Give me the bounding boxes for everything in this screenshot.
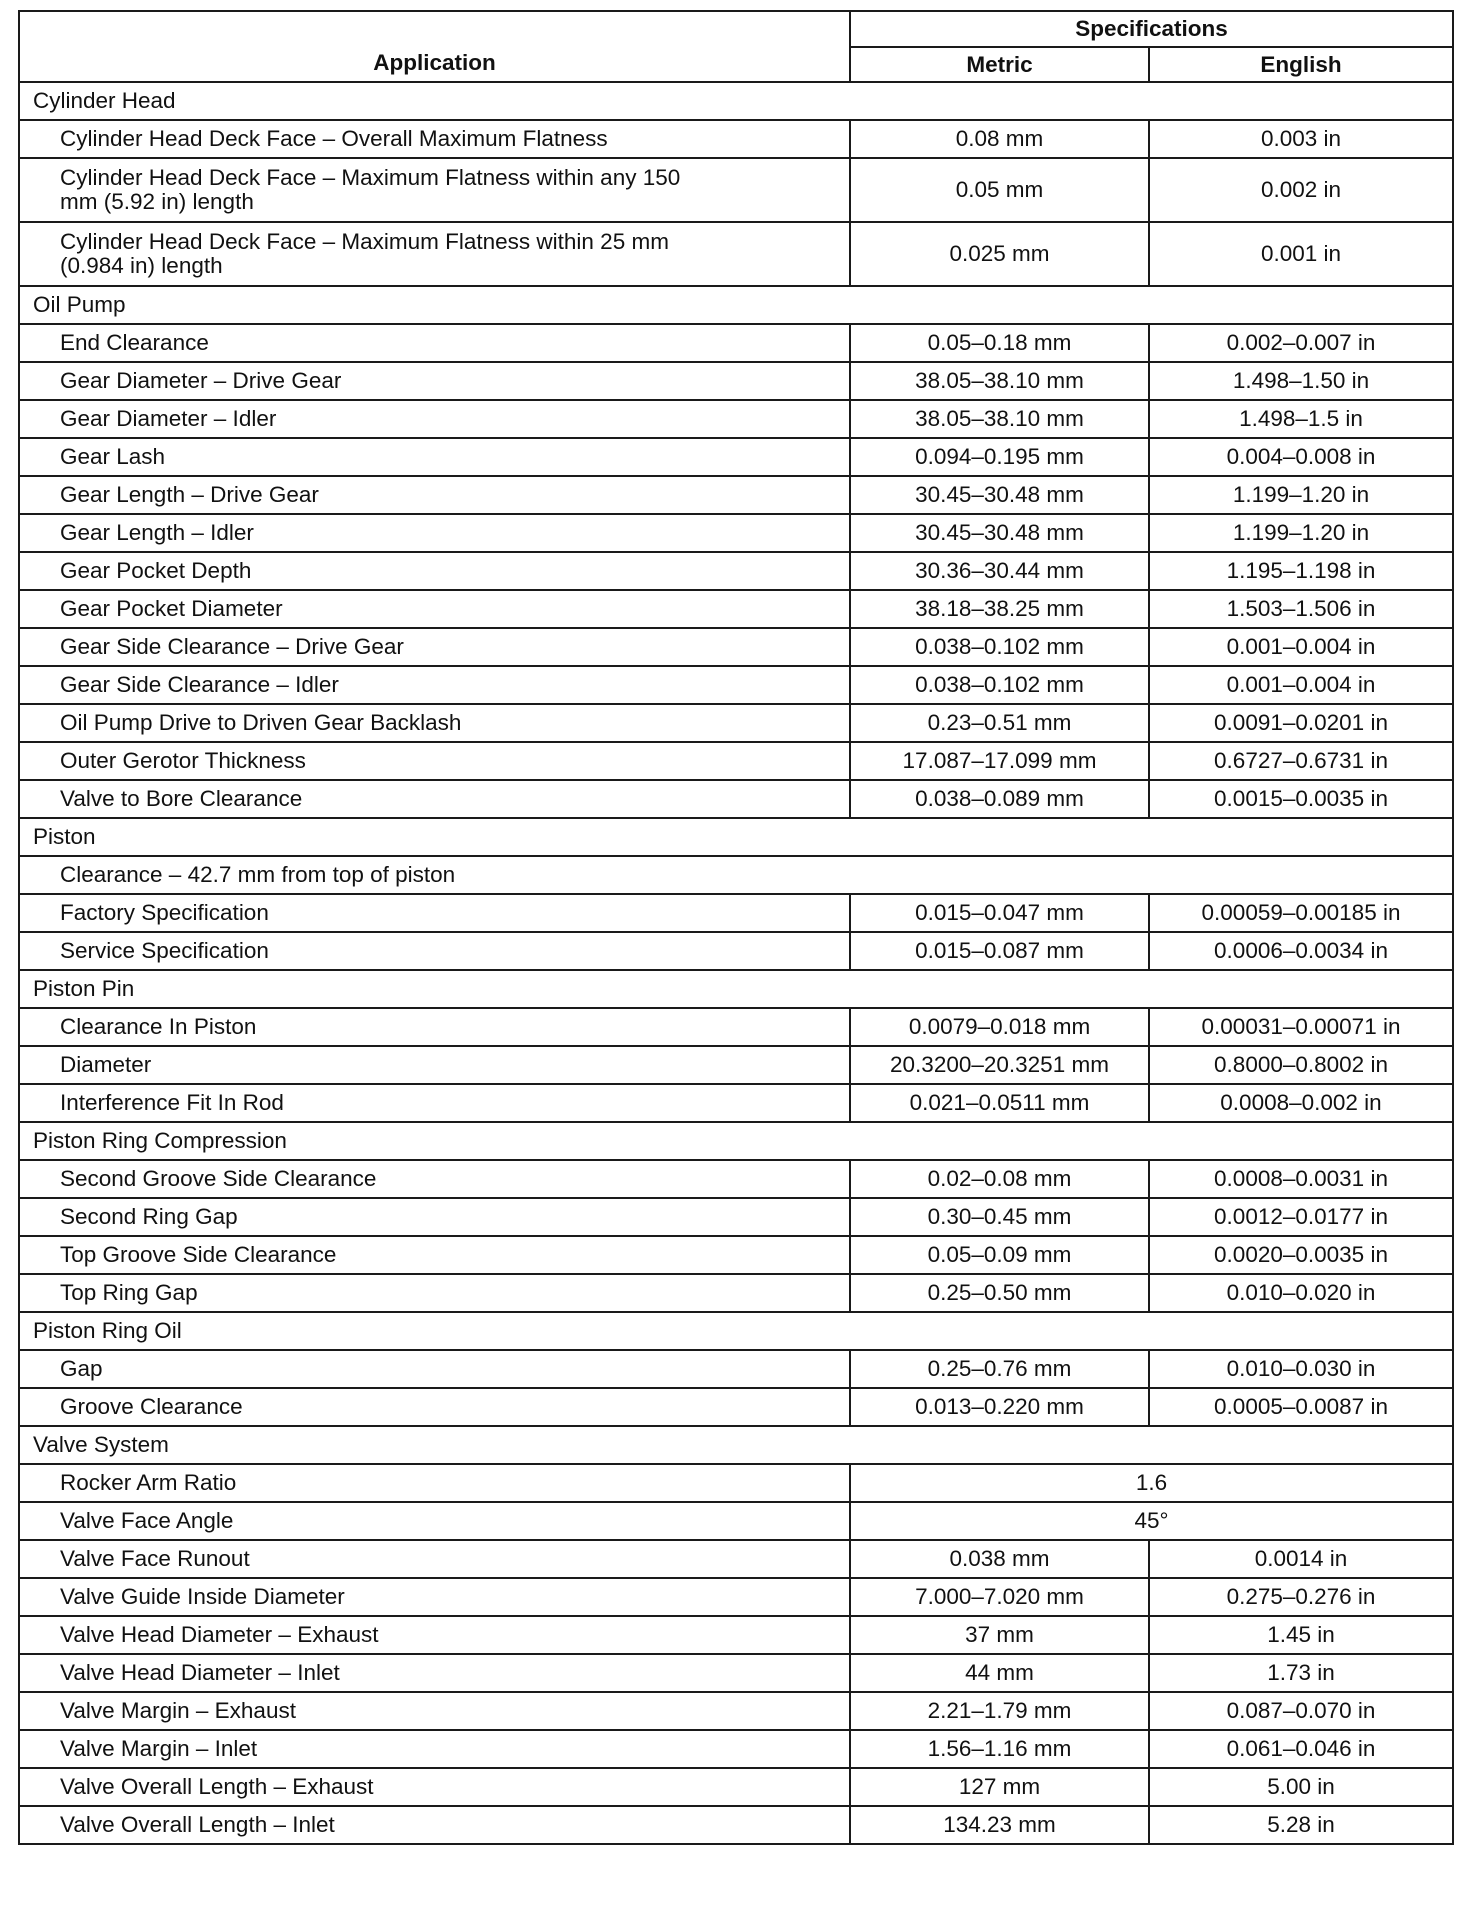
section-row <box>19 970 1453 1008</box>
metric-value-cell: 0.23–0.51 mm <box>850 704 1149 742</box>
metric-value-cell: 0.05 mm <box>850 158 1149 222</box>
application-cell: Factory Specification <box>19 894 850 932</box>
english-value-cell: 1.45 in <box>1149 1616 1453 1654</box>
english-value-cell: 0.6727–0.6731 in <box>1149 742 1453 780</box>
metric-value-cell: 0.02–0.08 mm <box>850 1160 1149 1198</box>
english-value-cell: 0.001–0.004 in <box>1149 666 1453 704</box>
metric-value-cell: 0.025 mm <box>850 222 1149 286</box>
section-row <box>19 1426 1453 1464</box>
english-value-cell: 0.002 in <box>1149 158 1453 222</box>
table-row <box>19 1388 1453 1426</box>
application-cell: Cylinder Head Deck Face – Maximum Flatness within 25 mm (0.984 in) length <box>19 222 850 286</box>
table-row <box>19 742 1453 780</box>
table-row <box>19 1350 1453 1388</box>
application-cell: Valve Guide Inside Diameter <box>19 1578 850 1616</box>
metric-value-cell: 1.56–1.16 mm <box>850 1730 1149 1768</box>
application-cell: Gear Diameter – Drive Gear <box>19 362 850 400</box>
application-cell: Valve Margin – Inlet <box>19 1730 850 1768</box>
table-row <box>19 704 1453 742</box>
english-value-cell: 0.0006–0.0034 in <box>1149 932 1453 970</box>
metric-value-cell: 20.3200–20.3251 mm <box>850 1046 1149 1084</box>
application-cell: Gear Length – Idler <box>19 514 850 552</box>
application-cell: Gear Diameter – Idler <box>19 400 850 438</box>
application-cell: Gear Length – Drive Gear <box>19 476 850 514</box>
english-value-cell: 0.087–0.070 in <box>1149 1692 1453 1730</box>
application-cell: Gear Pocket Depth <box>19 552 850 590</box>
table-row <box>19 476 1453 514</box>
section-title: Oil Pump <box>19 286 1453 324</box>
table-row <box>19 856 1453 894</box>
english-value-cell: 5.00 in <box>1149 1768 1453 1806</box>
application-cell: Interference Fit In Rod <box>19 1084 850 1122</box>
table-row <box>19 780 1453 818</box>
application-cell: Outer Gerotor Thickness <box>19 742 850 780</box>
application-cell: Cylinder Head Deck Face – Overall Maximum Flatness <box>19 120 850 158</box>
application-cell: Valve Overall Length – Exhaust <box>19 1768 850 1806</box>
application-cell: Gear Lash <box>19 438 850 476</box>
metric-value-cell: 0.038 mm <box>850 1540 1149 1578</box>
table-row <box>19 552 1453 590</box>
specifications-header: Specifications <box>850 11 1453 47</box>
table-row <box>19 1502 1453 1540</box>
section-title: Piston <box>19 818 1453 856</box>
metric-value-cell: 0.0079–0.018 mm <box>850 1008 1149 1046</box>
english-value-cell: 1.199–1.20 in <box>1149 476 1453 514</box>
application-cell: Top Ring Gap <box>19 1274 850 1312</box>
table-row <box>19 1274 1453 1312</box>
english-value-cell: 0.001 in <box>1149 222 1453 286</box>
application-cell: Valve Face Angle <box>19 1502 850 1540</box>
table-row <box>19 438 1453 476</box>
application-cell: Valve Overall Length – Inlet <box>19 1806 850 1844</box>
metric-value-cell: 0.25–0.50 mm <box>850 1274 1149 1312</box>
table-row <box>19 1160 1453 1198</box>
application-cell: Gear Side Clearance – Drive Gear <box>19 628 850 666</box>
english-value-cell: 0.010–0.020 in <box>1149 1274 1453 1312</box>
section-title: Piston Ring Compression <box>19 1122 1453 1160</box>
merged-value-cell: 45° <box>850 1502 1453 1540</box>
english-value-cell: 0.010–0.030 in <box>1149 1350 1453 1388</box>
english-header: English <box>1149 47 1453 82</box>
application-cell: End Clearance <box>19 324 850 362</box>
english-value-cell: 0.0008–0.0031 in <box>1149 1160 1453 1198</box>
merged-value-cell: 1.6 <box>850 1464 1453 1502</box>
metric-value-cell: 30.45–30.48 mm <box>850 476 1149 514</box>
english-value-cell: 0.00031–0.00071 in <box>1149 1008 1453 1046</box>
table-row <box>19 1692 1453 1730</box>
table-row <box>19 590 1453 628</box>
english-value-cell: 0.0020–0.0035 in <box>1149 1236 1453 1274</box>
metric-value-cell: 127 mm <box>850 1768 1149 1806</box>
application-cell: Service Specification <box>19 932 850 970</box>
section-row <box>19 818 1453 856</box>
section-row <box>19 82 1453 120</box>
table-row <box>19 1236 1453 1274</box>
english-value-cell: 0.8000–0.8002 in <box>1149 1046 1453 1084</box>
table-row <box>19 1730 1453 1768</box>
english-value-cell: 0.0091–0.0201 in <box>1149 704 1453 742</box>
section-row <box>19 1312 1453 1350</box>
section-title: Piston Ring Oil <box>19 1312 1453 1350</box>
metric-value-cell: 38.05–38.10 mm <box>850 400 1149 438</box>
english-value-cell: 1.498–1.50 in <box>1149 362 1453 400</box>
metric-value-cell: 44 mm <box>850 1654 1149 1692</box>
application-cell: Second Ring Gap <box>19 1198 850 1236</box>
table-row <box>19 1008 1453 1046</box>
english-value-cell: 0.061–0.046 in <box>1149 1730 1453 1768</box>
application-cell: Gear Side Clearance – Idler <box>19 666 850 704</box>
metric-value-cell: 0.013–0.220 mm <box>850 1388 1149 1426</box>
application-cell: Oil Pump Drive to Driven Gear Backlash <box>19 704 850 742</box>
metric-value-cell: 0.094–0.195 mm <box>850 438 1149 476</box>
english-value-cell: 0.0008–0.002 in <box>1149 1084 1453 1122</box>
metric-value-cell: 0.015–0.047 mm <box>850 894 1149 932</box>
english-value-cell: 0.003 in <box>1149 120 1453 158</box>
metric-value-cell: 38.18–38.25 mm <box>850 590 1149 628</box>
metric-value-cell: 30.36–30.44 mm <box>850 552 1149 590</box>
table-row <box>19 400 1453 438</box>
application-cell: Clearance In Piston <box>19 1008 850 1046</box>
application-cell: Clearance – 42.7 mm from top of piston <box>19 856 1453 894</box>
english-value-cell: 0.275–0.276 in <box>1149 1578 1453 1616</box>
table-row <box>19 1654 1453 1692</box>
metric-value-cell: 0.08 mm <box>850 120 1149 158</box>
section-row <box>19 286 1453 324</box>
english-value-cell: 0.0014 in <box>1149 1540 1453 1578</box>
table-row <box>19 362 1453 400</box>
metric-value-cell: 37 mm <box>850 1616 1149 1654</box>
table-row <box>19 1578 1453 1616</box>
metric-value-cell: 0.038–0.102 mm <box>850 666 1149 704</box>
section-title: Piston Pin <box>19 970 1453 1008</box>
table-row <box>19 1046 1453 1084</box>
application-cell: Valve to Bore Clearance <box>19 780 850 818</box>
english-value-cell: 0.001–0.004 in <box>1149 628 1453 666</box>
section-title: Cylinder Head <box>19 82 1453 120</box>
metric-value-cell: 0.05–0.18 mm <box>850 324 1149 362</box>
table-row <box>19 1768 1453 1806</box>
table-row <box>19 222 1453 286</box>
specifications-table <box>18 10 1454 1845</box>
table-row <box>19 1806 1453 1844</box>
application-cell: Gap <box>19 1350 850 1388</box>
metric-value-cell: 0.25–0.76 mm <box>850 1350 1149 1388</box>
english-value-cell: 0.00059–0.00185 in <box>1149 894 1453 932</box>
application-cell: Second Groove Side Clearance <box>19 1160 850 1198</box>
metric-value-cell: 0.05–0.09 mm <box>850 1236 1149 1274</box>
english-value-cell: 0.002–0.007 in <box>1149 324 1453 362</box>
table-row <box>19 1464 1453 1502</box>
metric-value-cell: 2.21–1.79 mm <box>850 1692 1149 1730</box>
application-cell: Valve Head Diameter – Inlet <box>19 1654 850 1692</box>
table-row <box>19 894 1453 932</box>
english-value-cell: 1.73 in <box>1149 1654 1453 1692</box>
section-title: Valve System <box>19 1426 1453 1464</box>
english-value-cell: 0.0005–0.0087 in <box>1149 1388 1453 1426</box>
section-row <box>19 1122 1453 1160</box>
metric-value-cell: 17.087–17.099 mm <box>850 742 1149 780</box>
metric-value-cell: 0.038–0.102 mm <box>850 628 1149 666</box>
english-value-cell: 0.0015–0.0035 in <box>1149 780 1453 818</box>
application-cell: Diameter <box>19 1046 850 1084</box>
table-row <box>19 1198 1453 1236</box>
application-cell: Valve Margin – Exhaust <box>19 1692 850 1730</box>
metric-value-cell: 38.05–38.10 mm <box>850 362 1149 400</box>
table-row <box>19 1084 1453 1122</box>
table-row <box>19 324 1453 362</box>
application-cell: Cylinder Head Deck Face – Maximum Flatness within any 150 mm (5.92 in) length <box>19 158 850 222</box>
table-row <box>19 932 1453 970</box>
metric-value-cell: 30.45–30.48 mm <box>850 514 1149 552</box>
table-row <box>19 1616 1453 1654</box>
table-row <box>19 1540 1453 1578</box>
table-row <box>19 158 1453 222</box>
application-cell: Groove Clearance <box>19 1388 850 1426</box>
metric-value-cell: 0.30–0.45 mm <box>850 1198 1149 1236</box>
metric-value-cell: 0.021–0.0511 mm <box>850 1084 1149 1122</box>
application-cell: Gear Pocket Diameter <box>19 590 850 628</box>
application-cell: Valve Face Runout <box>19 1540 850 1578</box>
english-value-cell: 5.28 in <box>1149 1806 1453 1844</box>
metric-header: Metric <box>850 47 1149 82</box>
application-cell: Valve Head Diameter – Exhaust <box>19 1616 850 1654</box>
application-cell: Top Groove Side Clearance <box>19 1236 850 1274</box>
english-value-cell: 1.195–1.198 in <box>1149 552 1453 590</box>
metric-value-cell: 0.038–0.089 mm <box>850 780 1149 818</box>
metric-value-cell: 134.23 mm <box>850 1806 1149 1844</box>
english-value-cell: 0.0012–0.0177 in <box>1149 1198 1453 1236</box>
metric-value-cell: 0.015–0.087 mm <box>850 932 1149 970</box>
english-value-cell: 0.004–0.008 in <box>1149 438 1453 476</box>
metric-value-cell: 7.000–7.020 mm <box>850 1578 1149 1616</box>
table-row <box>19 666 1453 704</box>
table-row <box>19 628 1453 666</box>
table-row <box>19 120 1453 158</box>
english-value-cell: 1.503–1.506 in <box>1149 590 1453 628</box>
table-row <box>19 514 1453 552</box>
application-header: Application <box>19 11 850 82</box>
application-cell: Rocker Arm Ratio <box>19 1464 850 1502</box>
english-value-cell: 1.199–1.20 in <box>1149 514 1453 552</box>
english-value-cell: 1.498–1.5 in <box>1149 400 1453 438</box>
